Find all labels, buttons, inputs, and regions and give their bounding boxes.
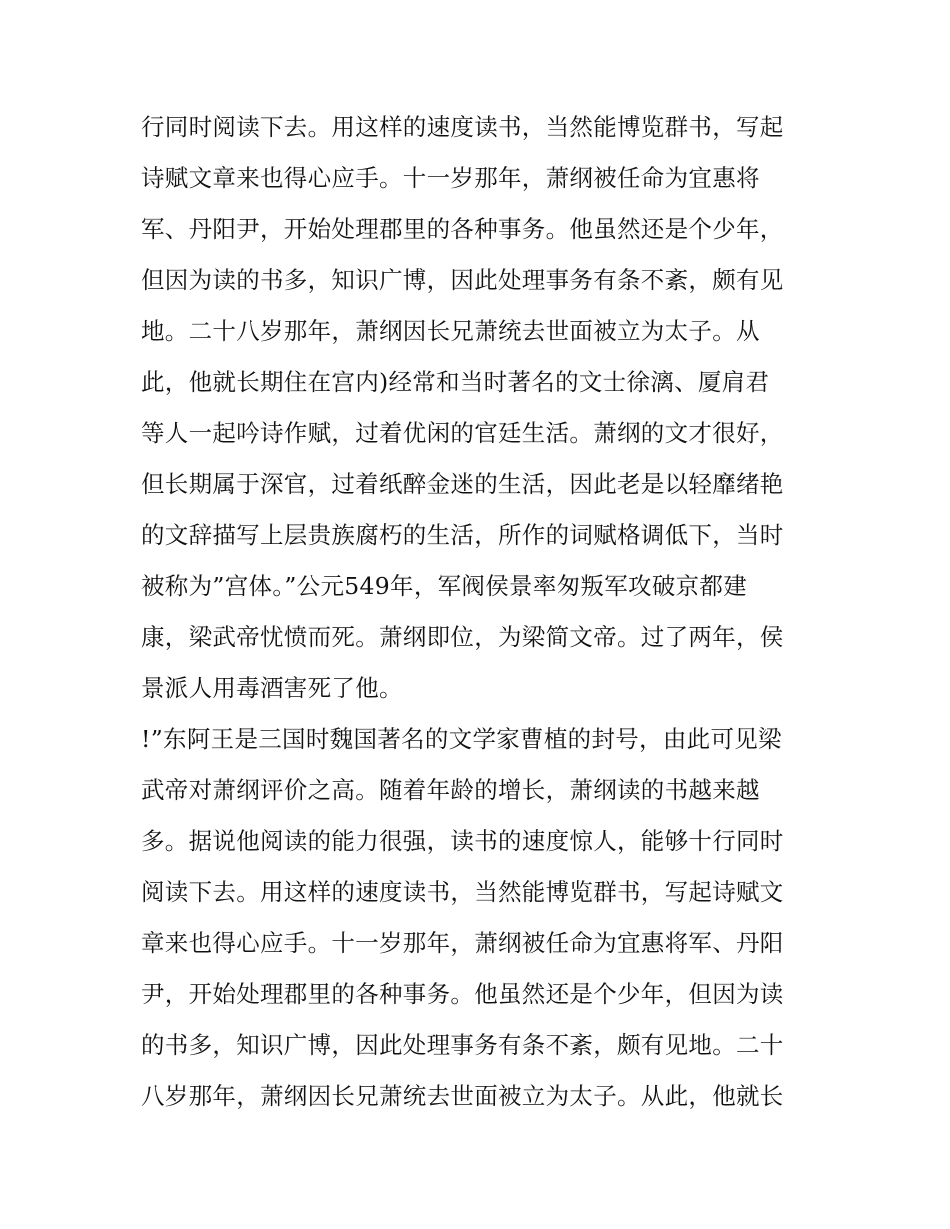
text-line: 但长期属于深官，过着纸醉金迷的生活，因此老是以轻靡绪艳 xyxy=(141,470,784,498)
text-line: 军、丹阳尹，开始处理郡里的各种事务。他虽然还是个少年， xyxy=(141,215,784,243)
text-line: 景派人用毒酒害死了他。 xyxy=(141,674,403,702)
text-line: 被称为”宫体。”公元549年，军阀侯景率匆叛军攻破京都建 xyxy=(141,572,748,600)
text-line: 多。据说他阅读的能力很强，读书的速度惊人，能够十行同时 xyxy=(141,827,784,855)
text-line: 康，梁武帝忧愤而死。萧纲即位，为梁简文帝。过了两年，侯 xyxy=(141,623,784,651)
body-text xyxy=(141,102,821,1122)
text-line: 地。二十八岁那年，萧纲因长兄萧统去世面被立为太子。从 xyxy=(141,317,760,345)
text-line: 的书多，知识广博，因此处理事务有条不紊，颇有见地。二十 xyxy=(141,1031,784,1059)
text-line: 章来也得心应手。十一岁那年，萧纲被任命为宜惠将军、丹阳 xyxy=(141,929,784,957)
text-line: !”东阿王是三国时魏国著名的文学家曹植的封号，由此可见梁 xyxy=(141,725,782,753)
text-line: 八岁那年，萧纲因长兄萧统去世面被立为太子。从此，他就长 xyxy=(141,1082,784,1110)
text-line: 等人一起吟诗作赋，过着优闲的官廷生活。萧纲的文才很好， xyxy=(141,419,784,447)
text-line: 阅读下去。用这样的速度读书，当然能博览群书，写起诗赋文 xyxy=(141,878,784,906)
text-line: 的文辞描写上层贵族腐朽的生活，所作的词赋格调低下，当时 xyxy=(141,521,784,549)
text-line: 此，他就长期住在宫内)经常和当时著名的文士徐漓、厦肩君 xyxy=(141,368,770,396)
text-line: 尹，开始处理郡里的各种事务。他虽然还是个少年，但因为读 xyxy=(141,980,784,1008)
text-line: 诗赋文章来也得心应手。十一岁那年，萧纲被任命为宜惠将 xyxy=(141,164,760,192)
text-line: 武帝对萧纲评价之高。随着年龄的增长，萧纲读的书越来越 xyxy=(141,776,760,804)
text-line: 行同时阅读下去。用这样的速度读书，当然能博览群书，写起 xyxy=(141,113,784,141)
text-line: 但因为读的书多，知识广博，因此处理事务有条不紊，颇有见 xyxy=(141,266,784,294)
